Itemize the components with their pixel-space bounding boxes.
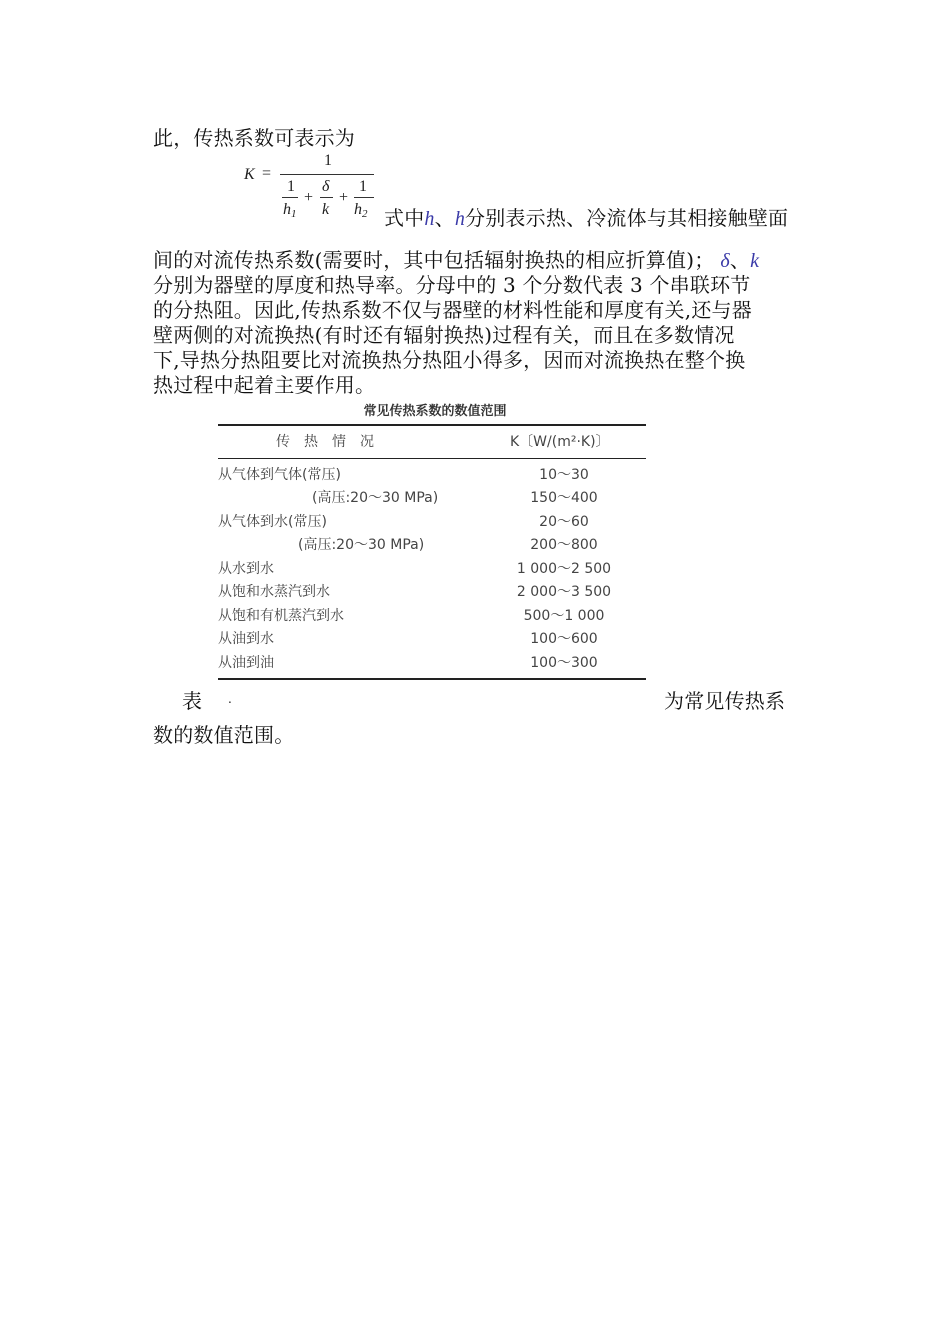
formula-plus-1: +	[304, 189, 314, 206]
formula-h1: h1	[283, 201, 297, 220]
formula-delta: δ	[322, 178, 330, 195]
frac-bar-3	[354, 197, 374, 198]
table-row-label: 从饱和有机蒸汽到水	[218, 608, 344, 624]
table-row-value: 2 000～3 500	[516, 584, 612, 600]
table-row-value: 10～30	[539, 467, 589, 483]
formula-one-a: 1	[287, 178, 295, 195]
table-row-value: 100～300	[530, 655, 598, 671]
paragraph-line-5: 的分热阻。因此,传热系数不仅与器壁的材料性能和厚度有关,还与器	[153, 298, 752, 322]
table-row-value: 20～60	[539, 514, 589, 530]
table-row-value: 150～400	[530, 490, 598, 506]
formula-k: K	[244, 166, 255, 183]
formula-h2: h2	[354, 201, 368, 220]
table-row-label: (高压:20～30 MPa)	[298, 537, 425, 553]
table-row-label: 从水到水	[218, 561, 274, 577]
table-row-label: 从油到水	[218, 631, 274, 647]
table-row-value: 100～600	[530, 631, 598, 647]
formula-k-denominator: k	[322, 201, 330, 218]
paragraph-line-4: 分别为器壁的厚度和热导率。分母中的 3 个分数代表 3 个串联环节	[153, 273, 751, 297]
table-top-rule	[218, 424, 646, 426]
heat-transfer-coefficient-formula	[244, 150, 384, 225]
caption-dot: .	[228, 692, 232, 706]
table-row-label: 从饱和水蒸汽到水	[218, 584, 330, 600]
formula-plus-2: +	[339, 189, 349, 206]
paragraph-line-1: 此，传热系数可表示为	[153, 126, 355, 150]
paragraph-line-3: 间的对流传热系数(需要时，其中包括辐射换热的相应折算值)； δ、k	[153, 248, 760, 272]
table-row-value: 1 000～2 500	[516, 561, 612, 577]
symbol-delta: δ	[720, 250, 730, 272]
caption-suffix: 为常见传热系	[664, 689, 786, 713]
table-header-k: K〔W/(m²·K)〕	[510, 434, 610, 450]
table-row-value: 200～800	[530, 537, 598, 553]
formula-one-b: 1	[359, 178, 367, 195]
table-bottom-rule	[218, 678, 646, 680]
table-title: 常见传热系数的数值范围	[363, 404, 507, 419]
caption-line-2: 数的数值范围。	[153, 723, 295, 747]
table-row-label: (高压:20～30 MPa)	[312, 490, 439, 506]
caption-prefix: 表	[182, 689, 203, 713]
paragraph-line-6: 壁两侧的对流换热(有时还有辐射换热)过程有关，而且在多数情况	[153, 323, 735, 347]
symbol-h1: h	[424, 208, 435, 230]
table-header-rule	[218, 458, 646, 459]
table-row-label: 从气体到气体(常压)	[218, 467, 341, 483]
paragraph-line-2: 式中h、h分别表示热、冷流体与其相接触壁面	[384, 206, 789, 230]
table-row-label: 从气体到水(常压)	[218, 514, 327, 530]
paragraph-line-7: 下,导热分热阻要比对流换热分热阻小得多，因而对流换热在整个换	[153, 348, 746, 372]
table-header-condition: 传 热 情 况	[276, 434, 374, 450]
symbol-h2: h	[454, 208, 466, 230]
paragraph-line-8: 热过程中起着主要作用。	[153, 373, 376, 397]
formula-equals: =	[262, 165, 272, 182]
frac-bar-1	[282, 197, 298, 198]
table-row-value: 500～1 000	[523, 608, 605, 624]
symbol-k: k	[750, 250, 760, 272]
formula-numerator: 1	[324, 152, 332, 169]
main-fraction-bar	[280, 174, 374, 175]
table-row-label: 从油到油	[218, 655, 274, 671]
frac-bar-2	[320, 197, 333, 198]
